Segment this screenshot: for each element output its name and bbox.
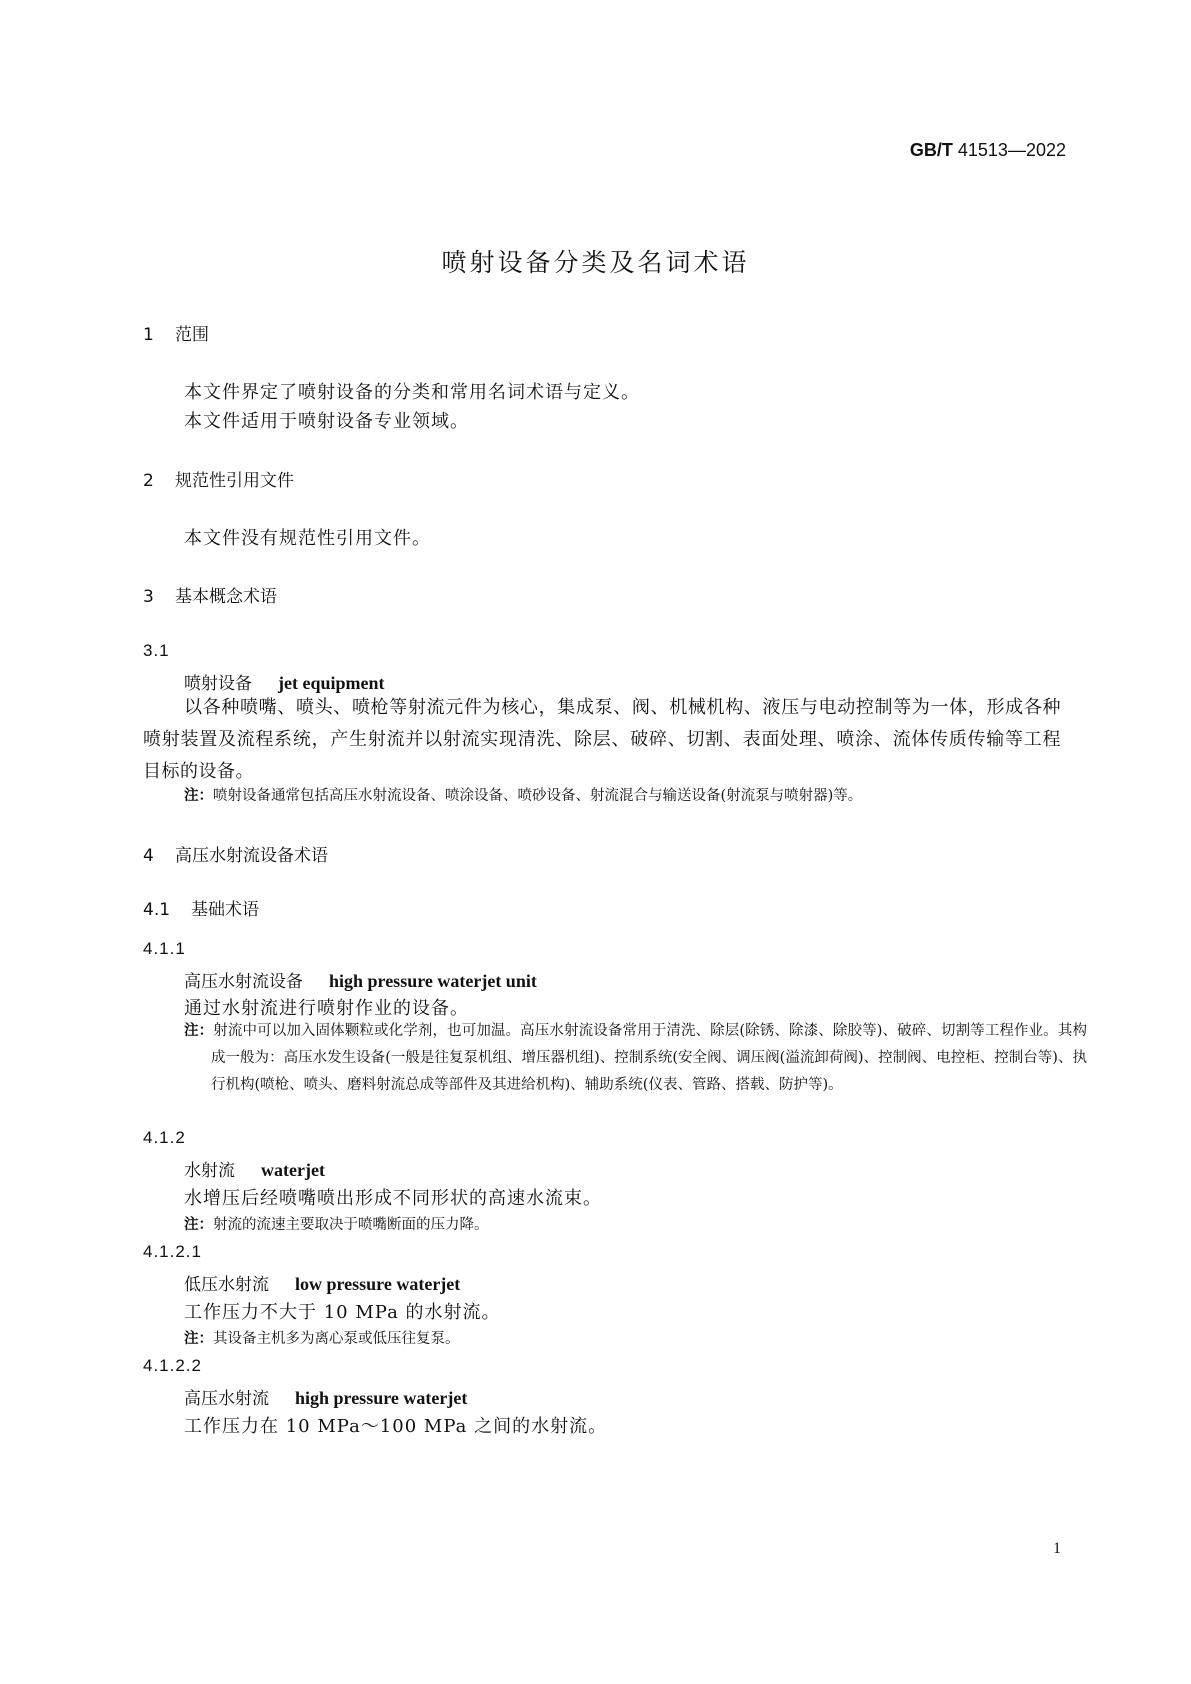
term-note — [184, 1213, 489, 1234]
paragraph: 本文件适用于喷射设备专业领域。 — [184, 411, 469, 432]
note-text: 喷射设备通常包括高压水射流设备、喷涂设备、喷砂设备、射流混合与输送设备(射流泵与喷射器)等。 — [213, 788, 863, 804]
term-en: high pressure waterjet — [295, 1388, 468, 1408]
subsection-4-1-heading — [143, 895, 259, 920]
section-number: 4 — [143, 846, 154, 866]
term-definition: 工作压力在 10 MPa～100 MPa 之间的水射流。 — [184, 1416, 608, 1437]
term-en: high pressure waterjet unit — [329, 971, 537, 991]
standard-prefix: GB/T — [909, 140, 953, 160]
section-number: 2 — [143, 471, 154, 491]
term-number: 4.1.1 — [143, 939, 186, 958]
term-zh: 高压水射流 — [184, 1389, 269, 1409]
section-title: 基础术语 — [191, 900, 259, 920]
note-text: 射流的流速主要取决于喷嘴断面的压力降。 — [213, 1217, 489, 1233]
section-number: 3 — [143, 587, 154, 607]
section-title: 基本概念术语 — [175, 587, 277, 607]
section-title: 规范性引用文件 — [175, 471, 294, 491]
note-label: 注： — [184, 788, 213, 804]
note-label: 注： — [184, 1217, 213, 1233]
section-number: 4.1 — [143, 900, 171, 920]
term-zh: 低压水射流 — [184, 1275, 269, 1295]
term-definition: 以各种喷嘴、喷头、喷枪等射流元件为核心，集成泵、阀、机械机构、液压与电动控制等为一体，形成各种喷射装置及流程系统，产生射流并以射流实现清洗、除层、破碎、切割、表面处理、喷涂、流体传质传输等工程目标的设备。 — [143, 697, 1061, 782]
note-text: 射流中可以加入固体颗粒或化学剂，也可加温。高压水射流设备常用于清洗、除层(除锈、除漆、除胶等)、破碎、切割等工程作业。其构成一般为：高压水发生设备(一般是往复泵机组、增压器机组)、控制系统(安全阀、调压阀(溢流卸荷阀)、控制阀、电控柜、控制台等)、执行机构(喷枪、喷头、磨料射流总成等部件及其进给机构)、辅助系统(仪表、管路、搭载、防护等)。 — [211, 1023, 1087, 1093]
term-definition: 工作压力不大于 10 MPa 的水射流。 — [184, 1302, 501, 1323]
term-en: jet equipment — [278, 673, 385, 693]
term-en: low pressure waterjet — [295, 1274, 461, 1294]
paragraph: 本文件界定了喷射设备的分类和常用名词术语与定义。 — [184, 382, 640, 403]
term-number: 3.1 — [143, 641, 170, 660]
term-entry — [184, 1270, 460, 1295]
term-definition: 水增压后经喷嘴喷出形成不同形状的高速水流束。 — [184, 1188, 602, 1209]
section-4-heading — [143, 841, 328, 866]
section-title: 范围 — [175, 325, 209, 345]
term-note — [184, 1327, 460, 1348]
section-number: 1 — [143, 325, 154, 345]
term-zh: 喷射设备 — [184, 674, 252, 694]
term-zh: 水射流 — [184, 1161, 235, 1181]
note-label: 注： — [184, 1331, 213, 1347]
term-en: waterjet — [261, 1160, 325, 1180]
term-entry — [184, 669, 385, 694]
note-label: 注： — [184, 1023, 214, 1039]
paragraph: 本文件没有规范性引用文件。 — [184, 528, 431, 549]
section-3-heading — [143, 582, 277, 607]
document-title: 喷射设备分类及名词术语 — [441, 248, 750, 277]
term-number: 4.1.2.2 — [143, 1356, 202, 1375]
term-entry — [184, 1156, 325, 1181]
term-number: 4.1.2.1 — [143, 1242, 202, 1261]
term-note — [184, 1018, 1087, 1099]
term-note — [184, 784, 862, 805]
standard-code — [910, 140, 1066, 161]
term-zh: 高压水射流设备 — [184, 972, 303, 992]
section-2-heading — [143, 466, 294, 491]
term-entry — [184, 967, 537, 992]
section-1-heading — [143, 320, 209, 345]
term-entry — [184, 1384, 467, 1409]
section-title: 高压水射流设备术语 — [175, 846, 328, 866]
term-definition: 通过水射流进行喷射作业的设备。 — [184, 998, 469, 1019]
standard-number: 41513—2022 — [957, 140, 1066, 160]
note-text: 其设备主机多为离心泵或低压往复泵。 — [213, 1331, 460, 1347]
page-number: 1 — [1053, 1540, 1061, 1557]
term-number: 4.1.2 — [143, 1128, 186, 1147]
